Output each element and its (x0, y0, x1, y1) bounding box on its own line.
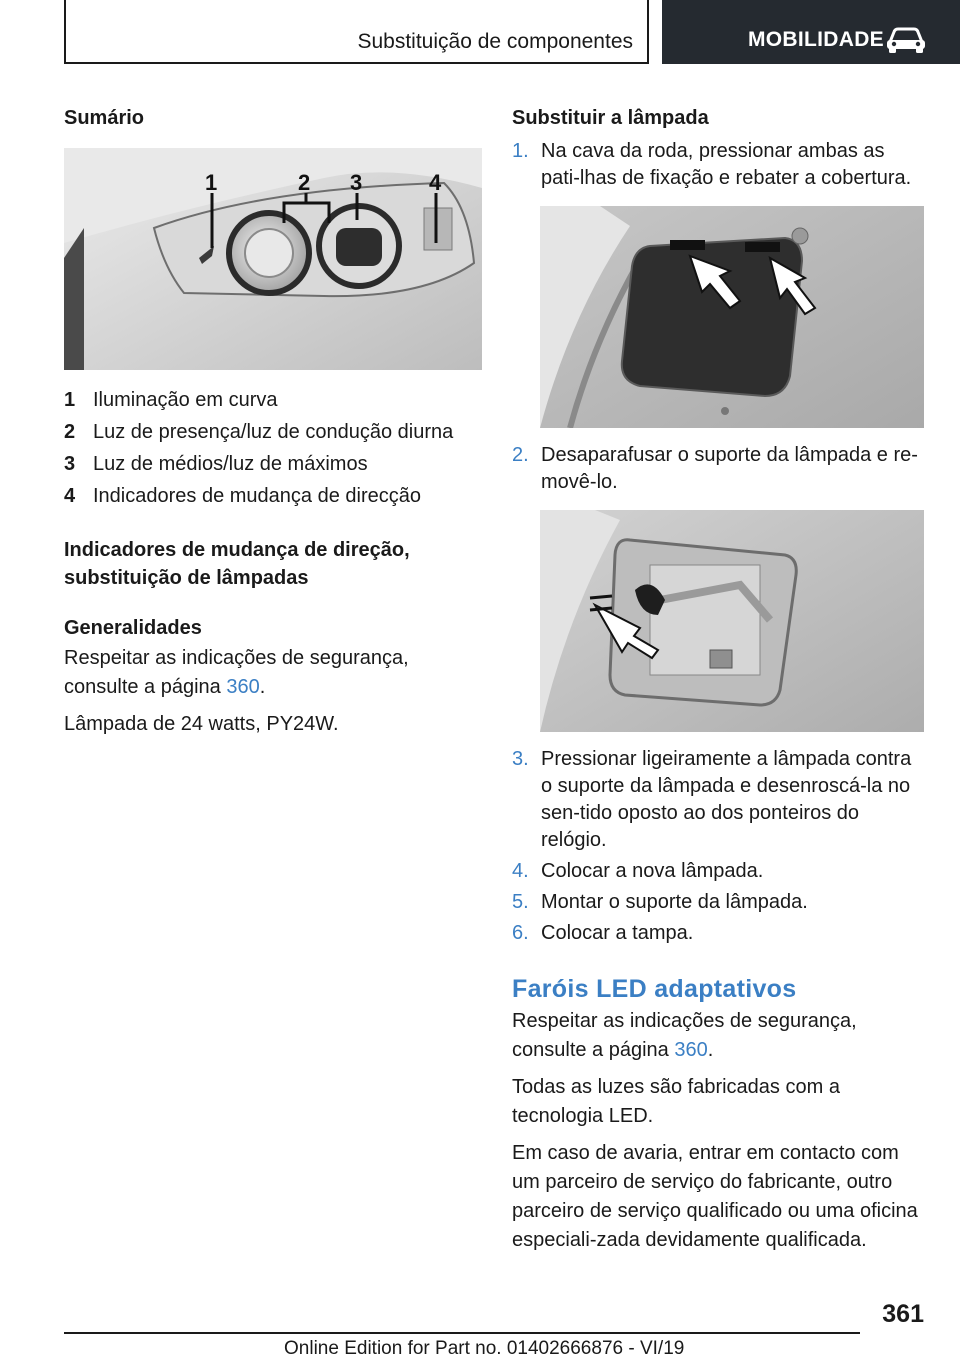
legend-item (64, 448, 482, 480)
step-number: 1. (512, 140, 529, 162)
bulb-holder-illustration (540, 510, 924, 732)
legend-number: 1 (64, 389, 76, 411)
safety-text: Respeitar as indicações de segurança, consulte a página (64, 647, 409, 698)
header-title: Substituição de componentes (357, 30, 633, 53)
step-item (512, 442, 924, 496)
headlight-legend (64, 384, 482, 512)
footer-edition: Online Edition for Part no. 01402666876 - VI/19 (284, 1338, 685, 1359)
steps-list (512, 138, 924, 192)
header-section-box (662, 0, 960, 64)
step-item (512, 920, 924, 947)
legend-item (64, 384, 482, 416)
callout-1: 1 (205, 170, 218, 195)
replace-bulb-heading: Substituir a lâmpada (512, 107, 709, 129)
step-number: 2. (512, 444, 529, 466)
step-number: 6. (512, 922, 529, 944)
legend-item (64, 480, 482, 512)
page-link-360[interactable]: 360 (674, 1039, 708, 1061)
headlight-illustration (64, 148, 482, 370)
led-headlights-heading: Faróis LED adaptativos (512, 975, 797, 1003)
legend-number: 2 (64, 421, 76, 443)
callout-4: 4 (429, 170, 442, 195)
cover-illustration (540, 206, 924, 428)
steps-list-3 (512, 746, 924, 947)
step-number: 3. (512, 748, 529, 770)
header-section: MOBILIDADE (748, 28, 884, 51)
step-item (512, 746, 924, 854)
led-safety-reference (512, 1007, 924, 1065)
safety-end: . (259, 676, 266, 698)
legend-text: Iluminação em curva (93, 389, 278, 411)
bulb-holder-image (540, 510, 924, 732)
legend-item (64, 416, 482, 448)
steps-list-2 (512, 442, 924, 496)
wheel-arch-cover-image (540, 206, 924, 428)
step-text: Desaparafusar o suporte da lâmpada e re-movê-lo. (541, 444, 918, 493)
legend-text: Indicadores de mudança de direcção (93, 485, 421, 507)
callout-3: 3 (350, 170, 363, 195)
bulb-spec: Lâmpada de 24 watts, PY24W. (64, 713, 339, 735)
step-text: Montar o suporte da lâmpada. (541, 891, 808, 913)
led-technology-text: Todas as luzes são fabricadas com a tecnologia LED. (512, 1076, 840, 1127)
step-text: Na cava da roda, pressionar ambas as pati-lhas de fixação e rebater a cobertura. (541, 140, 912, 189)
turn-signal-heading: Indicadores de mudança de direção, substituição de lâmpadas (64, 539, 410, 589)
step-text: Colocar a tampa. (541, 922, 694, 944)
page-link-360[interactable]: 360 (226, 676, 260, 698)
legend-text: Luz de presença/luz de condução diurna (93, 421, 454, 443)
legend-number: 3 (64, 453, 76, 475)
legend-text: Luz de médios/luz de máximos (93, 453, 368, 475)
step-text: Pressionar ligeiramente a lâmpada contra o suporte da lâmpada e desenroscá-la no sen-tido oposto ao dos ponteiros do relógio. (541, 748, 912, 851)
step-item (512, 889, 924, 916)
headlight-overview-image (64, 148, 482, 370)
safety-text: Respeitar as indicações de segurança, consulte a página (512, 1010, 857, 1061)
summary-heading: Sumário (64, 107, 145, 129)
header-title-box (64, 0, 649, 64)
step-number: 5. (512, 891, 529, 913)
callout-2: 2 (298, 170, 311, 195)
step-number: 4. (512, 860, 529, 882)
step-item (512, 138, 924, 192)
footer-divider (64, 1332, 860, 1334)
step-item (512, 858, 924, 885)
safety-end: . (707, 1039, 714, 1061)
left-column (64, 96, 482, 739)
page-number: 361 (882, 1300, 924, 1328)
step-text: Colocar a nova lâmpada. (541, 860, 764, 882)
damage-contact-text: Em caso de avaria, entrar em contacto com um parceiro de serviço do fabricante, outro parceiro de serviço qualificado ou uma oficina especiali-zada devidamente qualificada. (512, 1142, 918, 1251)
car-icon (884, 26, 928, 54)
general-heading: Generalidades (64, 617, 202, 639)
legend-number: 4 (64, 485, 76, 507)
right-column (512, 96, 924, 1255)
safety-reference (64, 644, 482, 702)
